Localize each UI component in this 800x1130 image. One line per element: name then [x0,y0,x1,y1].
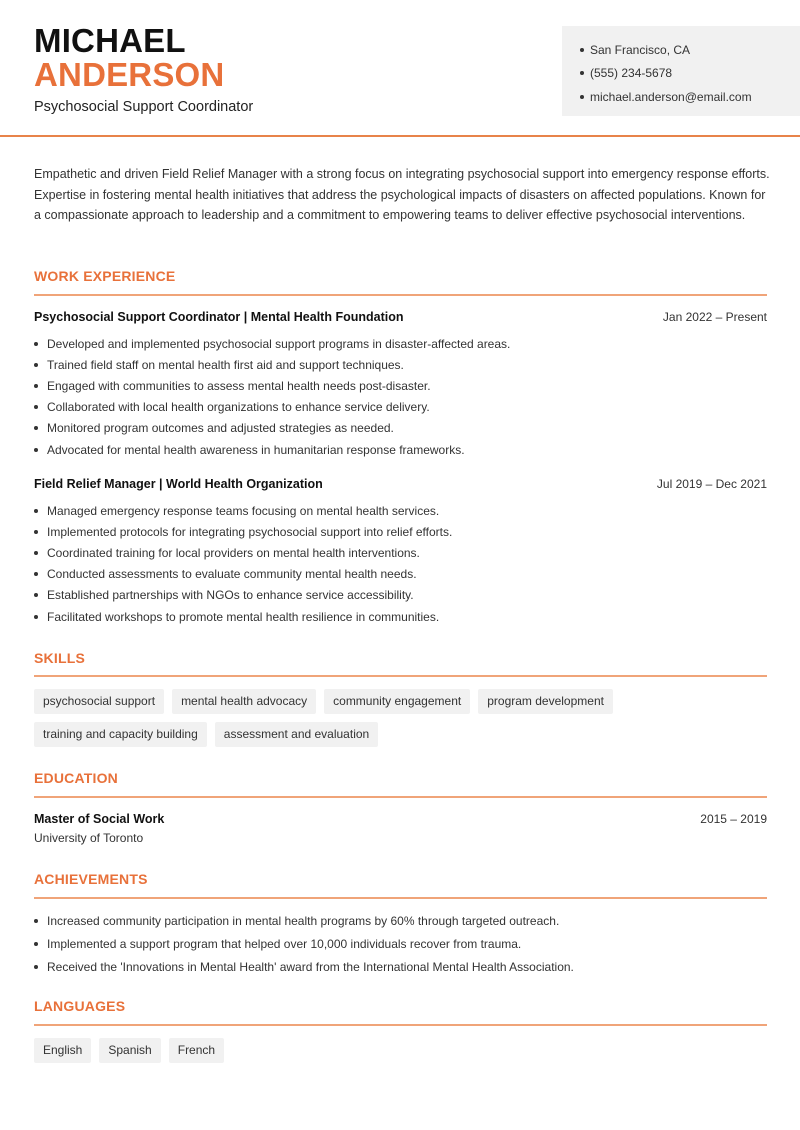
first-name: MICHAEL [34,22,186,59]
bullet-text: Engaged with communities to assess mental health needs post-disaster. [47,378,431,393]
skill-tag: mental health advocacy [172,689,316,714]
skill-tag: program development [478,689,613,714]
bullet-icon [34,593,38,597]
bullet-text: Facilitated workshops to promote mental health resilience in communities. [47,609,440,624]
bullet-text: Established partnerships with NGOs to enhance service accessibility. [47,588,414,603]
bullet-text: Received the 'Innovations in Mental Health' award from the International Mental Health Association. [47,959,574,974]
section-divider [34,675,767,677]
list-item [34,521,767,542]
job-header [34,310,767,324]
skill-tag: training and capacity building [34,722,207,747]
phone-text: (555) 234-5678 [590,66,673,81]
contact-phone [580,62,800,86]
list-item [34,354,767,375]
bullet-text: Increased community participation in mental health programs by 60% through targeted outreach. [47,913,560,928]
bullet-text: Implemented a support program that helped over 10,000 individuals recover from trauma. [47,936,522,951]
language-tag: English [34,1038,91,1063]
list-item [34,606,767,627]
bullet-text: Trained field staff on mental health first aid and support techniques. [47,357,404,372]
contact-box [562,26,800,116]
skill-tag: community engagement [324,689,470,714]
language-tag: Spanish [99,1038,160,1063]
edu-dates: 2015 – 2019 [700,812,767,826]
list-item [34,564,767,585]
bullet-icon [34,942,38,946]
section-title-work: WORK EXPERIENCE [34,268,176,284]
job-dates: Jul 2019 – Dec 2021 [656,477,767,491]
bullet-icon [34,342,38,346]
bullet-text: Monitored program outcomes and adjusted strategies as needed. [47,421,394,436]
list-item [34,955,767,978]
edu-school: University of Toronto [34,831,144,845]
last-name: ANDERSON [34,56,225,93]
bullet-text: Implemented protocols for integrating psychosocial support into relief efforts. [47,524,453,539]
bullet-icon [34,509,38,513]
bullet-icon [580,48,584,52]
location-text: San Francisco, CA [590,42,691,57]
list-item [34,909,767,932]
achievements-list [34,909,767,978]
list-item [34,932,767,955]
bullet-text: Conducted assessments to evaluate community mental health needs. [47,567,417,582]
contact-email[interactable] [580,85,800,109]
job-role: Psychosocial Support Coordinator | Mental Health Foundation [34,310,404,324]
list-item [34,542,767,563]
job-title: Psychosocial Support Coordinator [34,99,254,115]
skill-tag: assessment and evaluation [215,722,378,747]
list-item [34,585,767,606]
section-title-skills: SKILLS [34,650,85,666]
resume-header [0,0,800,137]
email-text[interactable]: michael.anderson@email.com [590,89,752,104]
list-item [34,500,767,521]
edu-degree: Master of Social Work [34,812,165,826]
section-divider [34,796,767,798]
job-bullets [34,333,767,460]
skill-tag: psychosocial support [34,689,164,714]
bullet-text: Collaborated with local health organizations to enhance service delivery. [47,400,430,415]
bullet-text: Coordinated training for local providers on mental health interventions. [47,545,420,560]
list-item [34,397,767,418]
job-header [34,477,767,491]
skills-list [34,689,767,747]
bullet-icon [34,405,38,409]
section-title-achievements: ACHIEVEMENTS [34,871,148,887]
bullet-icon [34,384,38,388]
job-bullets [34,500,767,627]
section-divider [34,294,767,296]
bullet-text: Advocated for mental health awareness in humanitarian response frameworks. [47,442,465,457]
bullet-icon [34,426,38,430]
list-item [34,333,767,354]
bullet-icon [34,615,38,619]
job-role: Field Relief Manager | World Health Organization [34,477,323,491]
section-title-languages: LANGUAGES [34,998,126,1014]
contact-location [580,38,800,62]
list-item [34,439,767,460]
bullet-icon [34,551,38,555]
section-title-education: EDUCATION [34,770,118,786]
bullet-icon [34,572,38,576]
bullet-icon [34,448,38,452]
bullet-icon [34,965,38,969]
bullet-icon [34,530,38,534]
section-divider [34,1024,767,1026]
bullet-text: Developed and implemented psychosocial support programs in disaster-affected areas. [47,336,511,351]
bullet-icon [580,71,584,75]
list-item [34,375,767,396]
bullet-icon [580,95,584,99]
job-dates: Jan 2022 – Present [662,310,767,324]
bullet-icon [34,363,38,367]
language-tag: French [169,1038,224,1063]
summary-paragraph: Empathetic and driven Field Relief Manager with a strong focus on integrating psychosocial support into emergency response efforts. Expertise in fostering mental health initiatives that address the psychological impacts of disasters on affected populations. Known for a compassionate approach to leadership and a commitment to empowering teams to deliver effective psychosocial interventions. [34,167,770,222]
list-item [34,418,767,439]
section-divider [34,897,767,899]
languages-list [34,1038,767,1063]
bullet-icon [34,919,38,923]
bullet-text: Managed emergency response teams focusing on mental health services. [47,503,440,518]
